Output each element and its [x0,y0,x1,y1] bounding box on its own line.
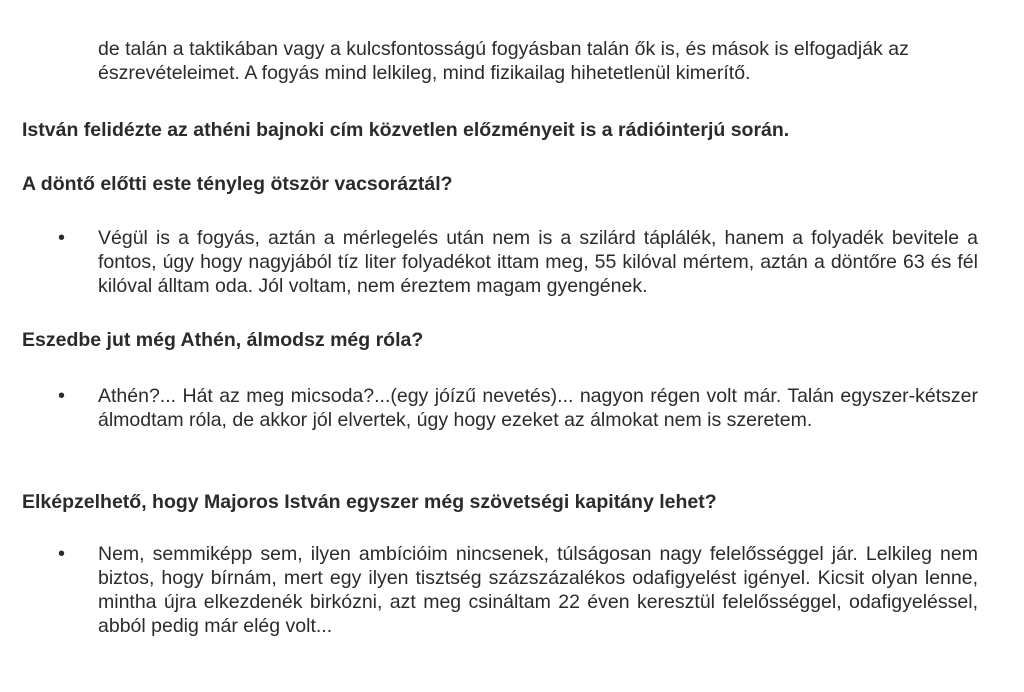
question-heading: Elképzelhető, hogy Majoros István egyszer még szövetségi kapitány lehet? [22,491,717,513]
answer-item [58,542,978,638]
question-heading: A döntő előtti este tényleg ötször vacsoráztál? [22,173,453,195]
bullet-icon: • [58,385,66,407]
answer-text: Nem, semmiképp sem, ilyen ambícióim nincsenek, túlságosan nagy felelősséggel jár. Lelkileg nem biztos, hogy bírnám, mert egy ilyen tisztség százszázalékos odafigyelést igényel. Kicsit olyan lenne, mintha újra elkezdenék birkózni, azt meg csináltam 22 éven keresztül felelősséggel, odafigyeléssel, abból pedig már elég volt... [98,543,978,637]
answer-item [58,384,978,432]
bullet-icon: • [58,227,66,249]
section-heading: István felidézte az athéni bajnoki cím közvetlen előzményeit is a rádióinterjú során. [22,119,790,141]
answer-text: Végül is a fogyás, aztán a mérlegelés után nem is a szilárd táplálék, hanem a folyadék bevitele a fontos, úgy hogy nagyjából tíz liter folyadékot ittam meg, 55 kilóval mértem, aztán a döntőre 63 és fél kilóval álltam oda. Jól voltam, nem éreztem magam gyengének. [98,227,978,297]
answer-item [58,226,978,298]
bullet-icon: • [58,543,66,565]
answer-text: Athén?... Hát az meg micsoda?...(egy jóízű nevetés)... nagyon régen volt már. Talán egyszer-kétszer álmodtam róla, de akkor jól elvertek, úgy hogy ezeket az álmokat nem is szeretem. [98,385,978,431]
intro-paragraph: de talán a taktikában vagy a kulcsfontosságú fogyásban talán ők is, és mások is elfogadják az észrevételeimet. A fogyás mind lelkileg, mind fizikailag hihetetlenül kimerítő. [98,38,909,84]
question-heading: Eszedbe jut még Athén, álmodsz még róla? [22,329,424,351]
